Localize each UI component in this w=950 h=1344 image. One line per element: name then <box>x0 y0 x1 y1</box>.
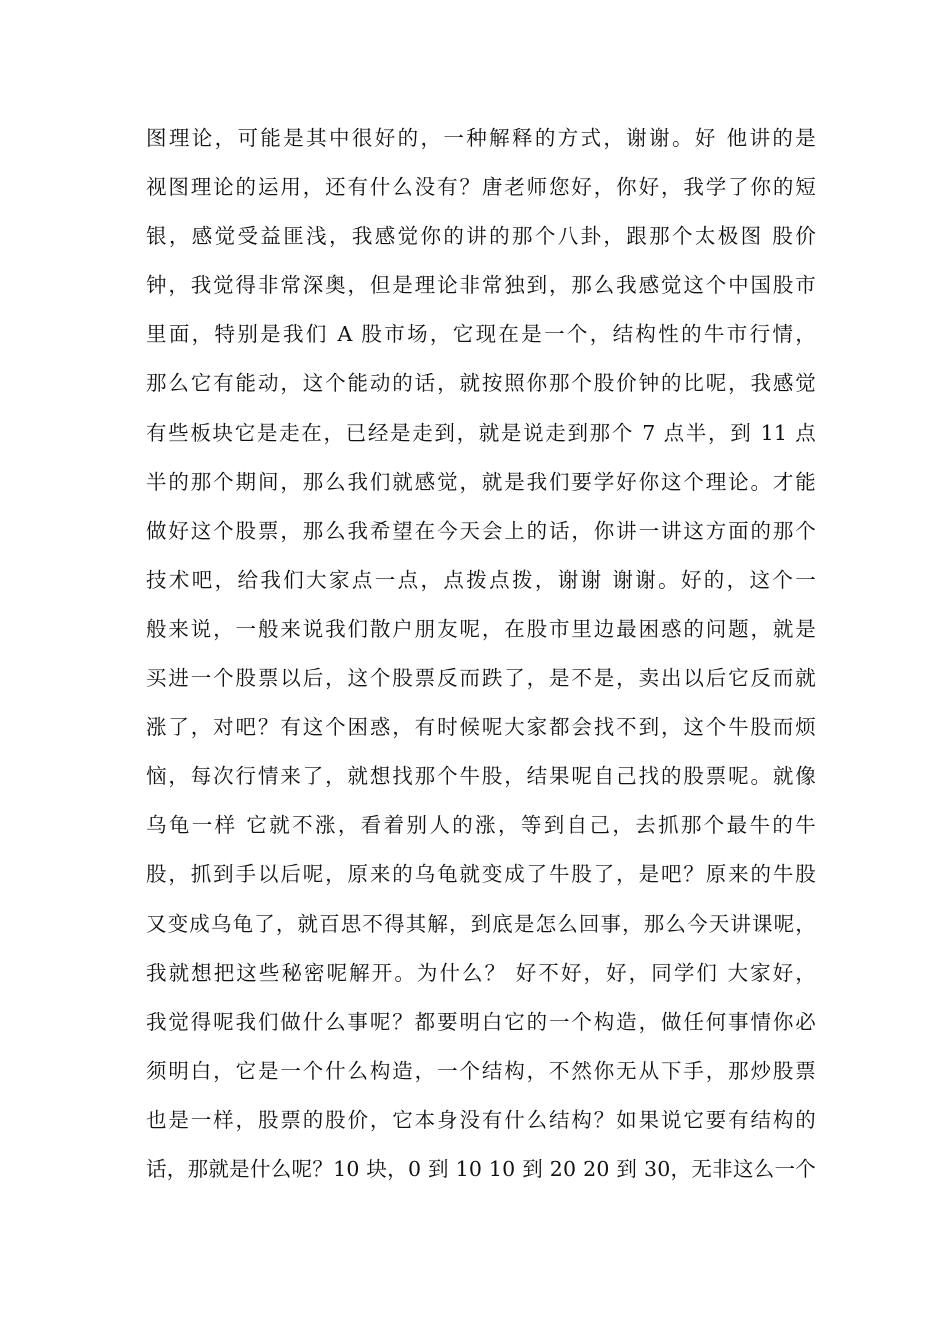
text-line: 钟，我觉得非常深奥，但是理论非常独到，那么我感觉这个中国股市 <box>146 273 816 298</box>
text-line: 又变成乌龟了，就百思不得其解，到底是怎么回事，那么今天讲课呢， <box>146 911 816 936</box>
body-text <box>146 117 816 1197</box>
text-line: 话，那就是什么呢？10 块，0 到 10 10 到 20 20 到 30，无非这么一个 <box>146 1156 816 1181</box>
text-line: 我就想把这些秘密呢解开。为什么？ 好不好，好，同学们 大家好， <box>146 960 816 985</box>
text-line: 也是一样，股票的股价，它本身没有什么结构？如果说它要有结构的 <box>146 1107 816 1132</box>
text-line: 银，感觉受益匪浅，我感觉你的讲的那个八卦，跟那个太极图 股价 <box>146 224 816 249</box>
text-line: 技术吧，给我们大家点一点，点拨点拨，谢谢 谢谢。好的，这个一 <box>146 567 816 592</box>
text-line: 须明白，它是一个什么构造，一个结构，不然你无从下手，那炒股票 <box>146 1058 816 1083</box>
text-line: 那么它有能动，这个能动的话，就按照你那个股价钟的比呢，我感觉 <box>146 371 816 396</box>
text-line: 做好这个股票，那么我希望在今天会上的话，你讲一讲这方面的那个 <box>146 518 816 543</box>
text-line: 有些板块它是走在，已经是走到，就是说走到那个 7 点半，到 11 点 <box>146 420 816 445</box>
text-line: 我觉得呢我们做什么事呢？都要明白它的一个构造，做任何事情你必 <box>146 1009 816 1034</box>
text-line: 般来说，一般来说我们散户朋友呢，在股市里边最困惑的问题，就是 <box>146 616 816 641</box>
text-line: 买进一个股票以后，这个股票反而跌了，是不是，卖出以后它反而就 <box>146 666 816 691</box>
text-line: 股，抓到手以后呢，原来的乌龟就变成了牛股了，是吧？原来的牛股 <box>146 862 816 887</box>
text-line: 半的那个期间，那么我们就感觉，就是我们要学好你这个理论。才能 <box>146 469 816 494</box>
text-line: 图理论，可能是其中很好的，一种解释的方式，谢谢。好 他讲的是 <box>146 126 816 150</box>
text-line: 里面，特别是我们 A 股市场，它现在是一个，结构性的牛市行情， <box>146 322 816 347</box>
text-line: 恼，每次行情来了，就想找那个牛股，结果呢自己找的股票呢。就像 <box>146 764 816 789</box>
text-line: 视图理论的运用，还有什么没有？唐老师您好，你好，我学了你的短 <box>146 175 816 200</box>
text-line: 涨了，对吧？有这个困惑，有时候呢大家都会找不到，这个牛股而烦 <box>146 715 816 740</box>
text-line: 乌龟一样 它就不涨，看着别人的涨，等到自己，去抓那个最牛的牛 <box>146 813 816 838</box>
